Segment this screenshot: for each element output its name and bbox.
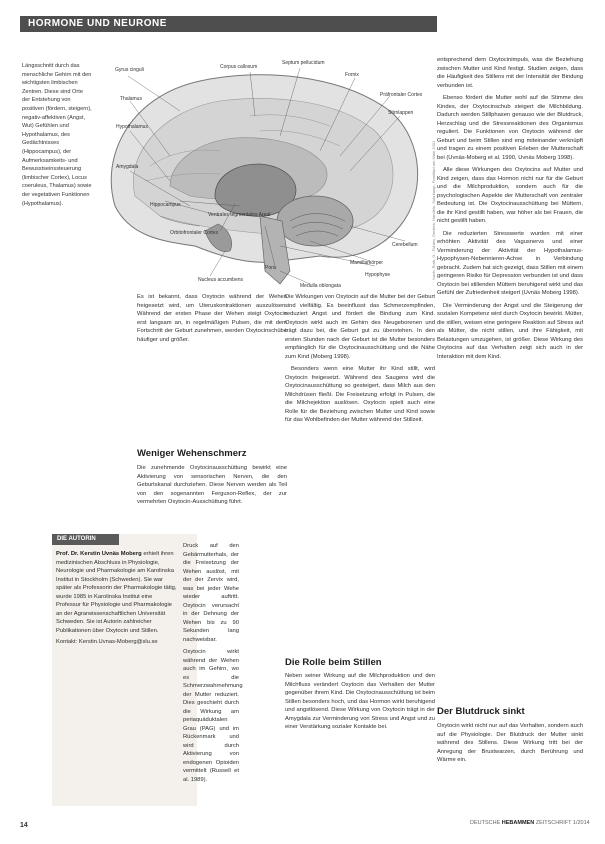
label-amygdala: Amygdala — [116, 164, 139, 170]
label-pons: Pons — [265, 265, 277, 271]
label-fornix: Fornix — [345, 72, 359, 78]
author-name: Prof. Dr. Kerstin Uvnäs Moberg — [56, 551, 142, 557]
col1-paragraph-2: Die zunehmende Oxytocinausschüttung bewirkt eine Aktivierung von sensorischen Nerven, die den Geburtskanal durchziehen. Diese Nerven werden als Teil von den sogenannten Ferguson-Reflex, der zur vermehrten Oxytocin-Ausschüttung führt. — [137, 465, 287, 505]
header-title: HORMONE UND NEURONE — [28, 18, 167, 29]
col3-paragraph-5: Die Verminderung der Angst und die Steigerung der sozialen Kompetenz wird durch Oxytocin bewirkt. Mütter, die stillen, weisen eine geringere Reaktion auf Stress auf als Mütter, die nicht stillen, und ihre Fähigkeit, mit Belastungen umzugehen, ist größer. Diese Wirkung des Oxytocins auf das Verhalten zeigt sich auch in der Interaktion mit dem Kind. — [437, 302, 583, 360]
label-hippocampus: Hippocampus — [150, 202, 181, 208]
author-box-heading: DIE AUTORIN — [52, 534, 119, 545]
column-3-bottom — [437, 722, 583, 769]
journal-issue: 1/2014 — [572, 820, 590, 826]
col1-paragraph-1: Es ist bekannt, dass Oxytocin während der Wehen freigesetzt wird, um Uteruskontraktionen auszulösen. Während der ersten Phase der Wehen steigt Oxytocin erst langsam an, in regelmäßigen Pulsen, die mit dem Fortschritt der Geburt zunehmen, werden Oxytocinschübe häufiger und größer. — [137, 294, 287, 343]
column-1-top — [137, 293, 287, 348]
journal-footer — [470, 820, 590, 826]
col1-wrap-text: Druck auf den Gebärmutterhals, der die Freisetzung der Wehen auslöst, mit der der Zervix wird, was bei jeder Wehe wieder auftritt. Oxytocin verursacht in der Dehnung der Wehen bis zu 90 Sekunden lang nachweisbar. — [183, 543, 239, 643]
col3-paragraph-6: Oxytocin wirkt nicht nur auf das Verhalten, sondern auch auf die Physiologie. Der Blutdruck der Mutter sinkt während des Stillens. Diese Wirkung tritt bei der Anregung der Brustwarzen, durch Berührung und Wärme ein. — [437, 723, 583, 763]
label-cerebellum: Cerebellum — [392, 242, 418, 248]
label-septum: Septum pellucidum — [282, 60, 325, 66]
label-corpus-callosum: Corpus callosum — [220, 64, 258, 70]
page-number: 14 — [20, 822, 28, 829]
label-medulla: Medulla oblongata — [300, 283, 341, 288]
heading-blutdruck-sinkt: Der Blutdruck sinkt — [437, 706, 525, 717]
col2-paragraph-1: Die Wirkungen von Oxytocin auf die Mutter bei der Geburt sind vielfältig. Es beeinflusst das Schmerzempfinden, reduziert Angst und fördert die Bindung zum Kind. Oxytocin wirkt auch im Gehirn des Neugeborenen und trägt dazu bei, die Geburt gut zu überstehen. In den ersten Stunden nach der Geburt ist die Mutter besonders empfänglich für die Oxytocinausschüttung und die Nähe zum Kind (Moberg 1998). — [285, 294, 435, 360]
heading-weniger-wehenschmerz: Weniger Wehenschmerz — [137, 448, 247, 459]
label-hypophyse: Hypophyse — [365, 272, 391, 278]
col2-paragraph-3: Neben seiner Wirkung auf die Milchproduktion und den Milchfluss verändert Oxytocin das Verhalten der Mutter gegenüber ihrem Kind. Die Oxytocinausschüttung ist beim Stillen besonders hoch, und das Hormon wirkt beruhigend und angstlösend. Diese Wirkung von Oxytocin trägt in der Amygdala zur Verminderung von Stress und Angst und zu einer Verstärkung sozialer Kontakte bei. — [285, 673, 435, 730]
column-2-bottom — [285, 672, 435, 736]
col3-paragraph-3: Alle diese Wirkungen des Oxytocins auf Mutter und Kind zeigen, dass das Hormon nicht nur für die Geburt und die Milchproduktion, sondern auch für die psychologischen Aspekte der Mutterschaft von zentraler Bedeutung ist. Die Oxytocinausschüttung bei Müttern, die ihr Kind gestillt haben, war höher als bei Frauen, die nicht gestillt haben. — [437, 167, 583, 224]
label-gyrus-cinguli: Gyrus cinguli — [115, 67, 144, 73]
col1-paragraph-3: Oxytocin wirkt während der Wehen auch im Gehirn, wo es die Schmerzwahrnehmung der Mutter reduziert. Dies geschieht durch die Wirkung am periaquäduktalen Grau (PAG) und im Rückenmark und wird durch Aktivierung von endogenen Opioiden vermittelt (Russell et al. 1989). — [183, 649, 243, 783]
heading-rolle-beim-stillen: Die Rolle beim Stillen — [285, 657, 382, 668]
col2-paragraph-2: Besonders wenn eine Mutter ihr Kind stillt, wird Oxytocin freigesetzt. Während des Saugens wird die Oxytocinausschüttung so gesteigert, dass Milch aus den Milchdrüsen fließt. Die Freisetzung erfolgt in Pulsen, die die Milchejektion auslösen. Oxytocin spielt auch eine Rolle für die Beziehung zwischen Mutter und Kind sowie für das Wohlbefinden der Mutter während der Stillzeit. — [285, 366, 435, 423]
figure-credit — [421, 90, 436, 280]
label-vta: Ventrales tegmentales Areal — [208, 212, 271, 218]
label-hypothalamus: Hypothalamus — [116, 124, 148, 130]
journal-name-a: DEUTSCHE — [470, 820, 501, 826]
journal-name-c: ZEITSCHRIFT — [535, 820, 572, 826]
column-1-wrap — [183, 542, 243, 784]
author-bio: erhielt ihren medizinischen Abschluss in Physiologie, Neurologie und Pharmakologie am Karolinska Institut in Stockholm (Schweden). Sie war später als Professorin der Pharmakologie tätig, wurde 1985 in Karolinska Institut eine Professur für Physiologie und Pharmakologie an der Agrarwissenschaftlichen Universität Schweden. Sie ist Autorin zahlreicher Publikationen über Oxytocin und Stillen. — [56, 551, 177, 634]
author-contact: Kerstin.Uvnas-Moberg@slu.se — [78, 639, 158, 645]
column-1-mid — [137, 464, 287, 511]
label-mamillar: Mamillarkörper — [350, 260, 384, 266]
label-praefrontal: Präfrontaler Cortex — [380, 92, 423, 98]
label-thalamus: Thalamus — [120, 96, 142, 102]
column-3-top — [437, 56, 583, 365]
page-header — [0, 0, 605, 44]
figure-credit-text: Nach: Roth, G.: Fühlen, Denken, Handeln. Suhrkamp, Frankfurt am Main 2001 — [431, 140, 436, 280]
col3-paragraph-1: entsprechend dem Oxytocinimpuls, was die Beziehung zwischen Mutter und Kind festigt. Studien zeigen, dass die Häufigkeit des Stillens mit der Intensität der Bindung verbunden ist. — [437, 57, 583, 89]
journal-name-b: HEBAMMEN — [501, 820, 535, 826]
author-box-text — [56, 550, 178, 650]
label-orbitofrontal: Orbitofrontaler Cortex — [170, 230, 219, 236]
col3-paragraph-2: Ebenso fördert die Mutter wohl auf die Stimme des Kindes, der Oxytocinschub steigert die Milchbildung. Dadurch werden Stillphasen genauso wie der Blutdruck, Herzschlag und die Stressreaktionen des Organismus reguliert. Die Funktionen von Oxytocin während der Geburt und beim Stillen sind eng miteinander verknüpft und tragen zu einem positiven Erleben der Mutterschaft bei (Uvnäs-Moberg et al. 1990, Uvnäs Moberg 1998). — [437, 95, 583, 161]
column-2-top — [285, 293, 435, 429]
author-contact-label: Kontakt: — [56, 639, 78, 645]
figure-caption: Längsschnitt durch das menschliche Gehirn mit den wichtigsten limbischen Zentren. Diese sind Orte der Entstehung von positiven (fördern, steigern), negativ-affektiven (Angst, Wut) Gefühlen und Hypothalamus, des Gedächtnisses (Hippocampus), der Aufmerksamkeits- und Bewusstseinssteuerung (limbischer Cortex), Locus coeruleus, Thalamus) sowie der vegetativen Funktionen (Hypothalamus). — [22, 63, 92, 207]
col3-paragraph-4: Die reduzierten Stresswerte wurden mit einer erhöhten Aktivität des Vagusnervs und einer Verminderung der Aktivität der Hypothalamus-Hypophysen-Nebennieren-Achse in Verbindung gebracht. Zudem hat sich gezeigt, dass Stillen mit einem geringeren Risiko für Depression verbunden ist und dass Oxytocin bei stillenden Müttern beruhigend wirkt und das Gefühl der Zufriedenheit steigert (Uvnäs Moberg 1998). — [437, 230, 583, 296]
label-stirnlappen: Stirnlappen — [388, 110, 414, 116]
label-accumbens: Nucleus accumbens — [198, 277, 244, 283]
